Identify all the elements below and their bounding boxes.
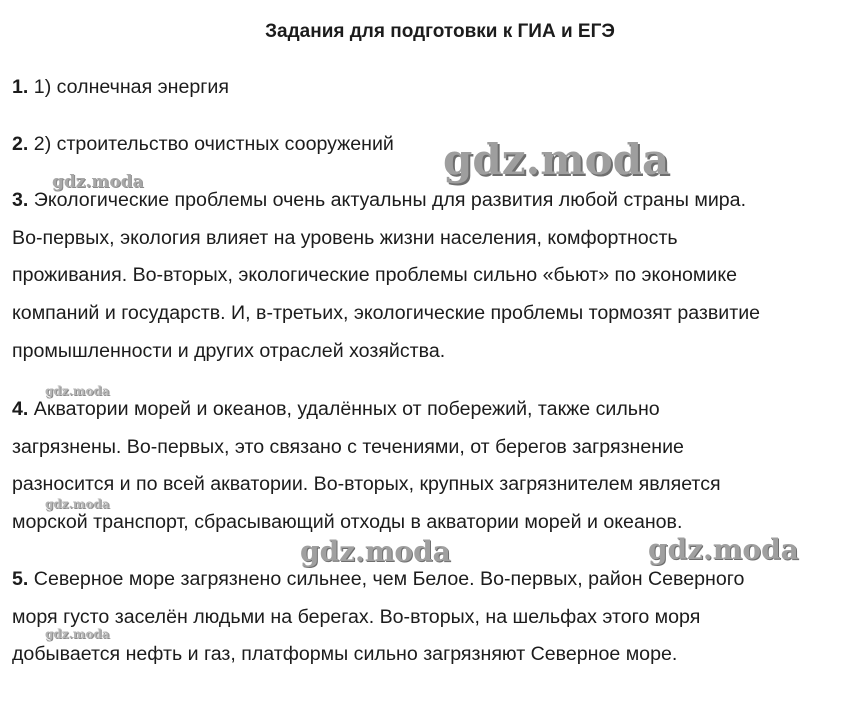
answer-line: морской транспорт, сбрасывающий отходы в акватории морей и океанов. [12, 511, 683, 534]
answer-line [12, 182, 860, 220]
answer-line: компаний и государств. И, в-третьих, экологические проблемы тормозят развитие [12, 302, 761, 325]
answer-number: 5. [12, 568, 29, 590]
answer-line: добывается нефть и газ, платформы сильно загрязняют Северное море. [12, 643, 678, 666]
answer-line: разносится и по всей акватории. Во-вторых, крупных загрязнителем является [12, 473, 721, 496]
watermark-logo: gdz.moda [300, 535, 451, 568]
answer-line [12, 391, 860, 429]
answer-line: промышленности и других отраслей хозяйства. [12, 339, 446, 362]
watermark-logo: gdz.moda [45, 497, 110, 511]
answer-text: Северное море загрязнено сильнее, чем Белое. Во-первых, район Северного [33, 568, 745, 590]
answer-3 [12, 182, 860, 370]
answer-line: Во-первых, экология влияет на уровень жизни населения, комфортность [12, 226, 678, 249]
answer-text: Акватории морей и океанов, удалённых от побережий, также сильно [33, 398, 660, 420]
answer-number: 2. [12, 133, 29, 155]
answer-number: 3. [12, 189, 29, 211]
answer-number: 1. [12, 76, 29, 98]
answer-text: 1) солнечная энергия [33, 76, 229, 98]
answer-number: 4. [12, 398, 29, 420]
watermark-logo: gdz.moda [45, 384, 110, 398]
answer-line [12, 69, 860, 107]
answer-line [12, 561, 860, 599]
answer-line: проживания. Во-вторых, экологические проблемы сильно «бьют» по экономике [12, 264, 738, 287]
answer-5 [12, 561, 860, 674]
answer-line [12, 126, 860, 164]
watermark-logo: gdz.moda [648, 533, 799, 566]
page-title: Задания для подготовки к ГИА и ЕГЭ [265, 21, 615, 42]
answer-1 [12, 69, 860, 107]
watermark-logo: gdz.moda [443, 135, 670, 184]
watermark-logo: gdz.moda [45, 627, 110, 641]
answer-text: Экологические проблемы очень актуальны для развития любой страны мира. [33, 189, 747, 211]
answer-line: загрязнены. Во-первых, это связано с течениями, от берегов загрязнение [12, 435, 684, 458]
watermark-logo: gdz.moda [52, 172, 144, 192]
answer-2 [12, 126, 860, 164]
answer-4 [12, 391, 860, 542]
answer-text: 2) строительство очистных сооружений [33, 133, 394, 155]
answer-line: моря густо заселён людьми на берегах. Во-вторых, на шельфах этого моря [12, 605, 701, 628]
